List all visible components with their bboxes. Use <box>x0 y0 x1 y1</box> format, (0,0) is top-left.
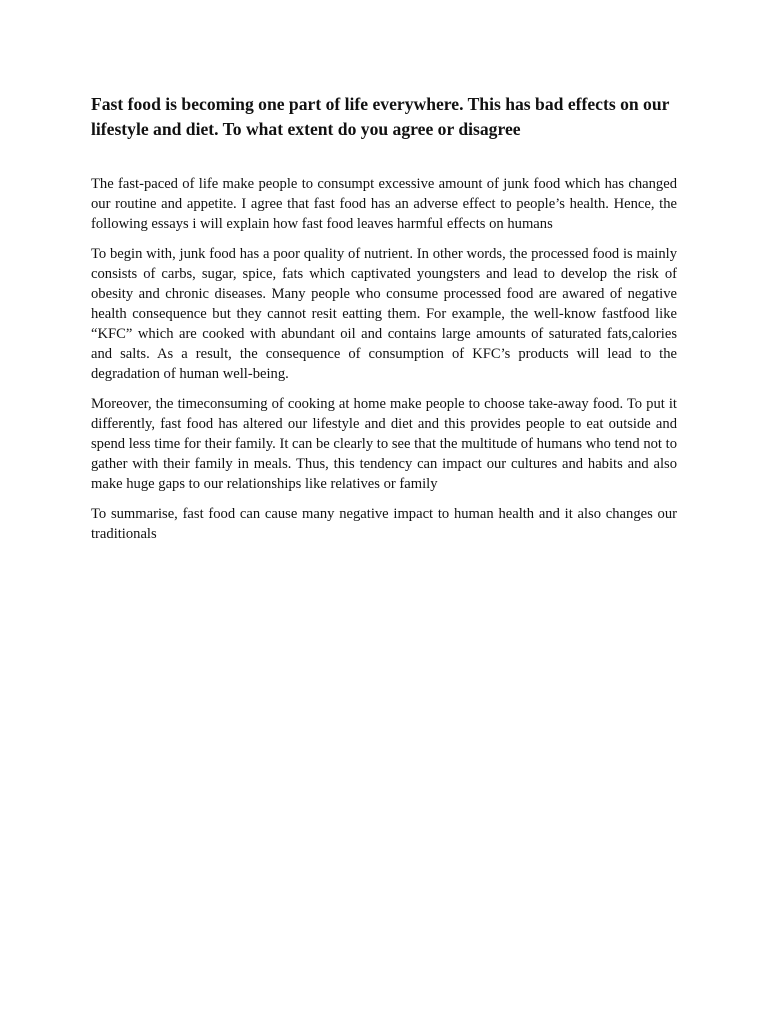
essay-paragraph-body-2: Moreover, the timeconsuming of cooking at home make people to choose take-away food. To put it differently, fast food has altered our lifestyle and diet and this provides people to eat outside and spend less time for their family. It can be clearly to see that the multitude of humans who tend not to gather with their family in meals. Thus, this tendency can impact our cultures and habits and also make huge gaps to our relationships like relatives or family <box>91 396 677 492</box>
essay-title: Fast food is becoming one part of life everywhere. This has bad effects on our lifestyle and diet. To what extent do you agree or disagree <box>91 94 670 139</box>
essay-page <box>91 92 677 554</box>
essay-paragraph-body-1: To begin with, junk food has a poor quality of nutrient. In other words, the processed food is mainly consists of carbs, sugar, spice, fats which captivated youngsters and lead to develop the risk of obesity and chronic diseases. Many people who consume processed food are awared of negative health consequence but they cannot resit eatting them. For example, the well-know fastfood like “KFC” which are cooked with abundant oil and contains large amounts of saturated fats,calories and salts. As a result, the consequence of consumption of KFC’s products will lead to the degradation of human well-being. <box>91 246 677 382</box>
essay-paragraph-conclusion: To summarise, fast food can cause many negative impact to human health and it also changes our traditionals <box>91 506 677 542</box>
essay-paragraph-introduction: The fast-paced of life make people to consumpt excessive amount of junk food which has changed our routine and appetite. I agree that fast food has an adverse effect to people’s health. Hence, the following essays i will explain how fast food leaves harmful effects on humans <box>91 176 677 232</box>
